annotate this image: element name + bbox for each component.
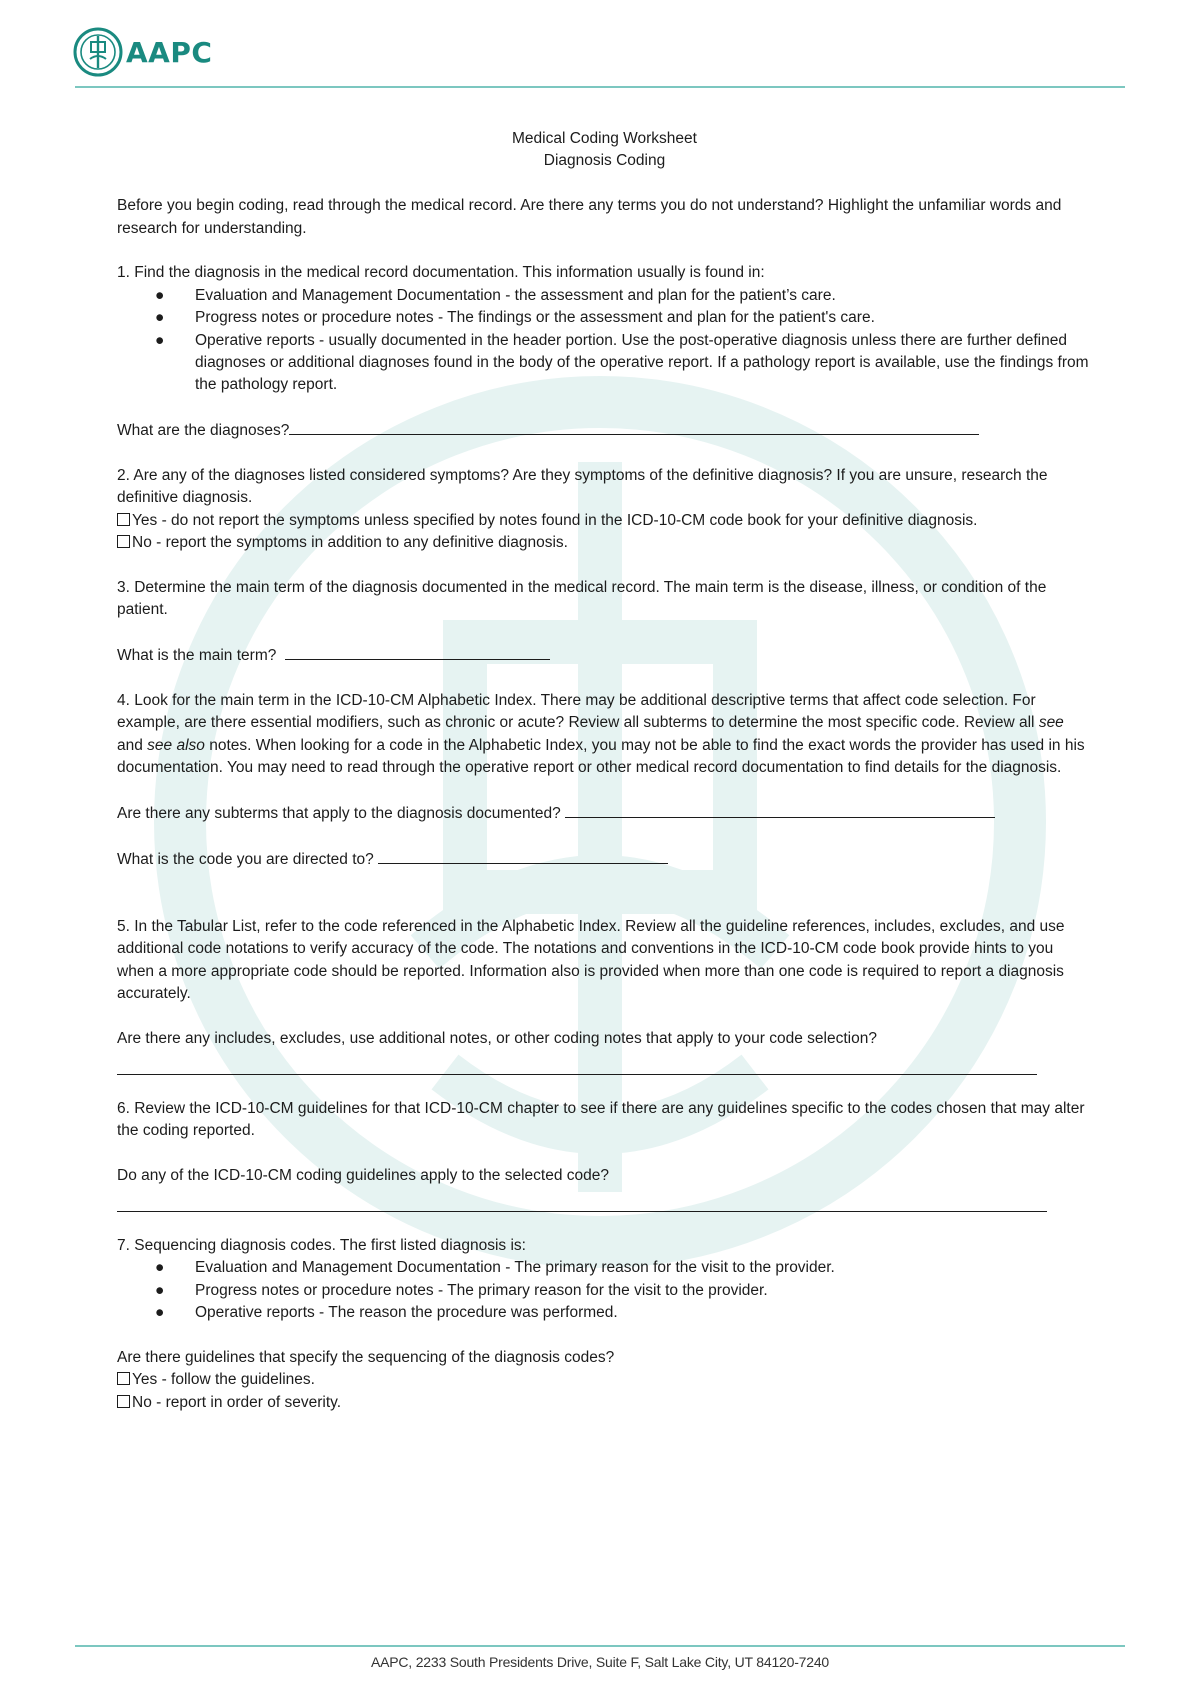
no-checkbox[interactable] bbox=[117, 535, 130, 548]
intro-paragraph: Before you begin coding, read through the medical record. Are there any terms you do not understand? Highlight the unfamiliar words and research for understanding. bbox=[117, 197, 1062, 237]
step-4-text: 4. Look for the main term in the ICD-10-CM Alphabetic Index. There may be additional descriptive terms that affect code selection. For example, are there essential modifiers, such as chronic or acute? Review all subterms to determine the most specific code. Review all see and see also notes. When looking for a code in the Alphabetic Index, you may not be able to find the exact words the provider has used in his documentation. You may need to read through the operative report or other medical record documentation to find details for the diagnosis. bbox=[117, 692, 1085, 777]
code-directed-answer-line[interactable] bbox=[378, 848, 668, 864]
header-rule bbox=[75, 86, 1125, 88]
aapc-logo-icon bbox=[72, 26, 124, 78]
list-item: ● Evaluation and Management Documentation - The primary reason for the visit to the provider. bbox=[117, 1257, 1092, 1279]
diagnoses-answer-line[interactable] bbox=[289, 419, 979, 435]
bullet-icon: ● bbox=[155, 309, 165, 327]
step-2-text: 2. Are any of the diagnoses listed considered symptoms? Are they symptoms of the definitive diagnosis? If you are unsure, research the definitive diagnosis. bbox=[117, 467, 1048, 507]
coding-notes-answer-line[interactable] bbox=[117, 1050, 1037, 1075]
worksheet-content bbox=[117, 128, 1092, 1414]
list-item: ● Operative reports - The reason the procedure was performed. bbox=[117, 1302, 1092, 1324]
main-term-question: What is the main term? bbox=[117, 644, 1092, 667]
list-item: ● Progress notes or procedure notes - The findings or the assessment and plan for the patient's care. bbox=[117, 307, 1092, 329]
list-item: ● Operative reports - usually documented in the header portion. Use the post-operative diagnosis unless there are further defined diagnoses or additional diagnoses found in the body of the operative report. If a pathology report is available, use the findings from the pathology report. bbox=[155, 331, 1089, 394]
code-directed-question: What is the code you are directed to? bbox=[117, 848, 1092, 871]
main-term-answer-line[interactable] bbox=[285, 644, 550, 660]
bullet-icon: ● bbox=[155, 1259, 165, 1277]
step-7-bullet-list bbox=[117, 1257, 1092, 1324]
symptoms-yes-option: Yes - do not report the symptoms unless specified by notes found in the ICD-10-CM code book for your definitive diagnosis. bbox=[117, 510, 1092, 532]
guidelines-question: Do any of the ICD-10-CM coding guidelines apply to the selected code? bbox=[117, 1167, 609, 1185]
sequencing-yes-option: Yes - follow the guidelines. bbox=[117, 1369, 1092, 1391]
diagnoses-question: What are the diagnoses? bbox=[117, 419, 1092, 442]
bullet-icon: ● bbox=[155, 286, 165, 304]
coding-notes-question: Are there any includes, excludes, use additional notes, or other coding notes that apply to your code selection? bbox=[117, 1030, 877, 1048]
logo-text: AAPC bbox=[126, 35, 213, 69]
footer-rule bbox=[75, 1645, 1125, 1647]
step-1-bullet-list bbox=[117, 285, 1092, 397]
step-1-text: 1. Find the diagnosis in the medical record documentation. This information usually is found in: bbox=[117, 264, 765, 282]
bullet-icon: ● bbox=[155, 331, 165, 349]
subterms-answer-line[interactable] bbox=[565, 802, 995, 818]
worksheet-subtitle: Diagnosis Coding bbox=[543, 152, 666, 170]
step-6-text: 6. Review the ICD-10-CM guidelines for that ICD-10-CM chapter to see if there are any guidelines specific to the codes chosen that may alter the coding reported. bbox=[117, 1099, 1085, 1140]
sequencing-no-option: No - report in order of severity. bbox=[117, 1392, 1092, 1414]
bullet-icon: ● bbox=[155, 1281, 165, 1299]
no-checkbox[interactable] bbox=[117, 1395, 130, 1408]
yes-checkbox[interactable] bbox=[117, 1372, 130, 1385]
guidelines-answer-line[interactable] bbox=[117, 1187, 1047, 1212]
step-5-text: 5. In the Tabular List, refer to the code referenced in the Alphabetic Index. Review all the guideline references, includes, excludes, and use additional code notations to verify accuracy of the code. The notations and conventions in the ICD-10-CM code book provide hints to you when a more appropriate code should be reported. Information also is provided when more than one code is required to report a diagnosis accurately. bbox=[117, 918, 1065, 1003]
symptoms-no-option: No - report the symptoms in addition to any definitive diagnosis. bbox=[117, 532, 1092, 554]
step-7-text: 7. Sequencing diagnosis codes. The first listed diagnosis is: bbox=[117, 1236, 526, 1254]
list-item: ● Evaluation and Management Documentation - the assessment and plan for the patient’s care. bbox=[117, 285, 1092, 307]
step-3-text: 3. Determine the main term of the diagnosis documented in the medical record. The main term is the disease, illness, or condition of the patient. bbox=[117, 579, 1047, 619]
footer-address: AAPC, 2233 South Presidents Drive, Suite F, Salt Lake City, UT 84120-7240 bbox=[370, 1654, 830, 1670]
sequencing-question: Are there guidelines that specify the sequencing of the diagnosis codes? bbox=[117, 1348, 615, 1366]
subterms-question: Are there any subterms that apply to the diagnosis documented? bbox=[117, 802, 1092, 825]
list-item: ● Progress notes or procedure notes - The primary reason for the visit to the provider. bbox=[117, 1280, 1092, 1302]
aapc-logo bbox=[72, 26, 212, 78]
bullet-icon: ● bbox=[155, 1304, 165, 1322]
worksheet-title: Medical Coding Worksheet bbox=[512, 130, 697, 147]
yes-checkbox[interactable] bbox=[117, 513, 130, 526]
